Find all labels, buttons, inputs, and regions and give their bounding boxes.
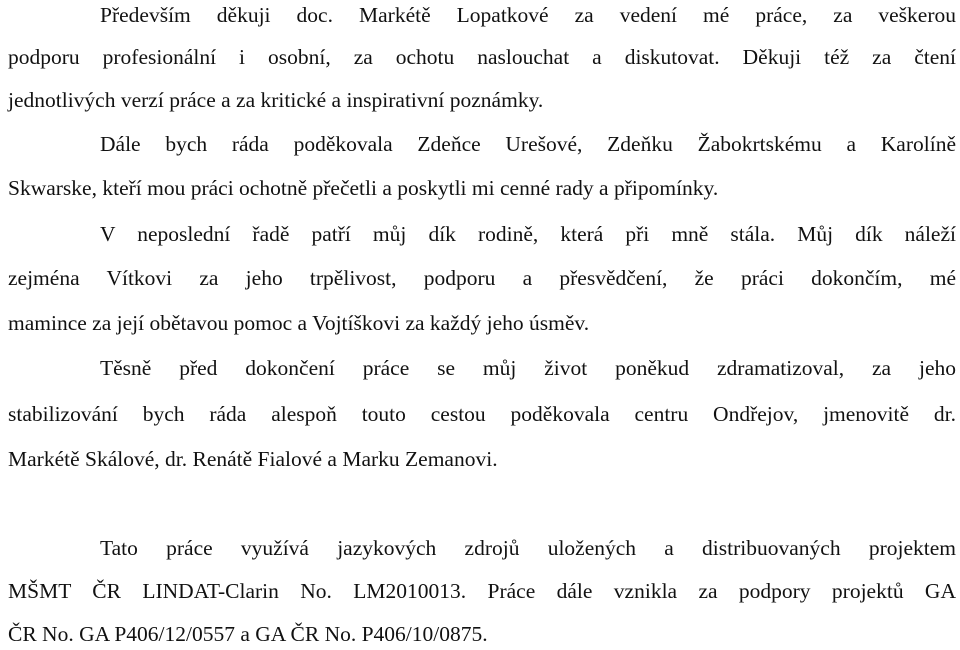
paragraph-1-line-3: jednotlivých verzí práce a za kritické a inspirativní poznámky.: [8, 88, 544, 112]
paragraph-1-line-1: Především děkuji doc. Markétě Lopatkové za vedení mé práce, za veškerou: [100, 3, 956, 27]
paragraph-5-line-3: ČR No. GA P406/12/0557 a GA ČR No. P406/10/0875.: [8, 622, 488, 646]
paragraph-5-line-2: MŠMT ČR LINDAT-Clarin No. LM2010013. Práce dále vznikla za podpory projektů GA: [8, 579, 956, 603]
paragraph-2-line-2: Skwarske, kteří mou práci ochotně přečetli a poskytli mi cenné rady a připomínky.: [8, 176, 719, 200]
paragraph-3-line-1: V neposlední řadě patří můj dík rodině, která při mně stála. Můj dík náleží: [100, 222, 956, 246]
paragraph-1-line-2: podporu profesionální i osobní, za ochotu naslouchat a diskutovat. Děkuji též za čtení: [8, 45, 956, 69]
paragraph-4-line-2: stabilizování bych ráda alespoň touto cestou poděkovala centru Ondřejov, jmenovitě dr.: [8, 402, 956, 426]
paragraph-4-line-3: Markétě Skálové, dr. Renátě Fialové a Marku Zemanovi.: [8, 447, 498, 471]
paragraph-3-line-2: zejména Vítkovi za jeho trpělivost, podporu a přesvědčení, že práci dokončím, mé: [8, 266, 956, 290]
paragraph-2-line-1: Dále bych ráda poděkovala Zdeňce Urešové, Zdeňku Žabokrtskému a Karolíně: [100, 132, 956, 156]
paragraph-4-line-1: Těsně před dokončení práce se můj život poněkud zdramatizoval, za jeho: [100, 356, 956, 380]
paragraph-5-line-1: Tato práce využívá jazykových zdrojů uložených a distribuovaných projektem: [100, 536, 956, 560]
paragraph-3-line-3: mamince za její obětavou pomoc a Vojtíškovi za každý jeho úsměv.: [8, 311, 590, 335]
